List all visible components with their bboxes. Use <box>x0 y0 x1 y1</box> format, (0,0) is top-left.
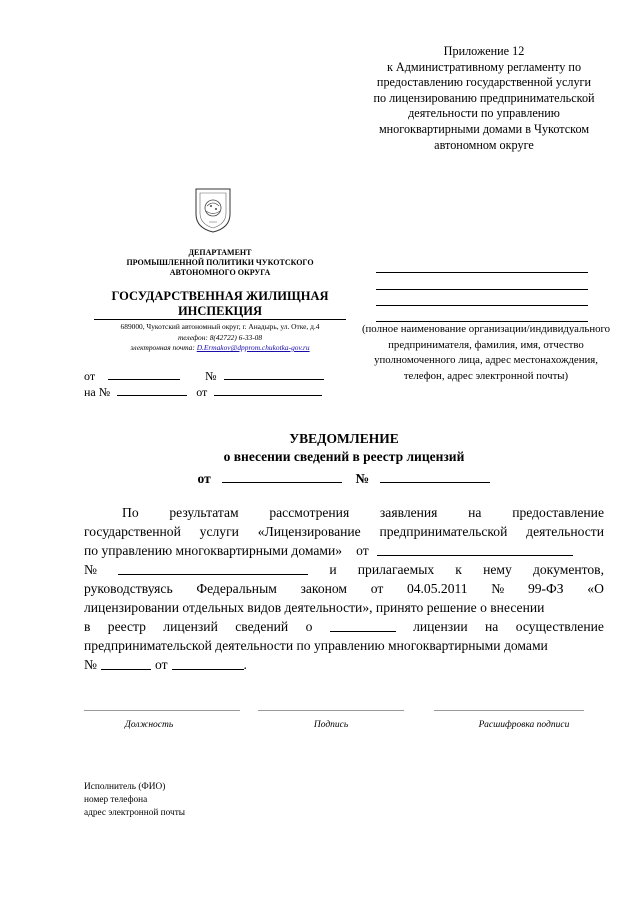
department-address: 689000, Чукотский автономный округ, г. Анадырь, ул. Отке, д.4 <box>120 322 320 331</box>
application-number-field[interactable] <box>118 560 308 575</box>
body-word: о <box>305 619 313 634</box>
application-date-field[interactable] <box>377 541 573 556</box>
department-name-line: ДЕПАРТАМЕНТ <box>188 248 252 257</box>
executor-line: адрес электронной почты <box>84 807 186 818</box>
notice-from-label: от <box>197 471 211 486</box>
body-word: результатам <box>169 505 239 520</box>
license-field[interactable] <box>330 617 396 632</box>
body-word: «Лицензирование <box>257 524 361 539</box>
notice-date-field[interactable] <box>222 469 342 483</box>
body-word: от <box>356 543 369 558</box>
body-text: лицензировании отдельных видов деятельности», принято решение о внесении <box>84 600 545 615</box>
ref-to-number-label: на № <box>84 385 111 399</box>
inspection-name <box>100 289 340 318</box>
inspection-name-line: ГОСУДАРСТВЕННАЯ ЖИЛИЩНАЯ <box>111 289 329 303</box>
department-name <box>100 248 340 278</box>
ref-to-date-field[interactable] <box>214 383 322 396</box>
body-word: государственной <box>84 524 181 539</box>
body-word: предпринимательской <box>379 524 508 539</box>
body-line <box>84 503 604 522</box>
appendix-line: многоквартирными домами в Чукотском <box>378 121 590 136</box>
body-word: законом <box>300 581 348 596</box>
department-phone-row <box>94 333 346 344</box>
body-word: и <box>329 562 337 577</box>
body-line <box>84 636 604 655</box>
recipient-note-line: (полное наименование организации/индивидуального <box>361 323 611 335</box>
appendix-line: деятельности по управлению <box>408 106 560 121</box>
body-word: № <box>84 657 97 672</box>
body-word: . <box>243 657 247 672</box>
body-word: сведений <box>235 619 289 634</box>
outgoing-reference-row <box>84 367 324 384</box>
body-word: прилагаемых <box>357 562 435 577</box>
body-word: № <box>491 581 505 596</box>
body-word: документов, <box>532 562 604 577</box>
header-divider <box>94 319 346 320</box>
department-email-link[interactable]: D.Ermakov@dpprom.chukotka-gov.ru <box>196 343 310 352</box>
body-word: рассмотрения <box>269 505 350 520</box>
body-word: от <box>370 581 384 596</box>
body-word: осуществление <box>515 619 604 634</box>
ref-to-from-label: от <box>196 385 208 399</box>
recipient-note-line: уполномоченного лица, адрес местонахождения, <box>374 354 598 366</box>
body-word: нему <box>483 562 512 577</box>
notice-reference-row <box>84 469 604 487</box>
recipient-line[interactable] <box>376 272 588 273</box>
coat-of-arms-icon <box>192 186 234 234</box>
body-line <box>84 655 604 674</box>
appendix-line: по лицензированию предпринимательской <box>373 90 595 105</box>
executor-block <box>84 781 185 819</box>
body-word: Федеральным <box>196 581 277 596</box>
body-word: услуги <box>199 524 239 539</box>
inspection-name-line: ИНСПЕКЦИЯ <box>177 303 263 318</box>
body-word: на <box>485 619 499 634</box>
body-word: По <box>122 505 139 520</box>
body-word: лицензии <box>413 619 468 634</box>
position-signature-line[interactable] <box>84 710 240 711</box>
notice-number-field[interactable] <box>380 469 490 483</box>
body-line <box>84 598 604 617</box>
ref-number-field[interactable] <box>224 367 324 380</box>
body-line <box>84 541 604 560</box>
recipient-note-line: предпринимателя, фамилия, имя, отчество <box>388 338 584 351</box>
body-text: предпринимательской деятельности по управлению многоквартирными домами <box>84 638 548 653</box>
ref-to-number-field[interactable] <box>117 383 187 396</box>
phone-label: телефон: <box>177 332 208 342</box>
department-phone: 8(42722) 6-33-08 <box>209 332 263 342</box>
department-name-line: АВТОНОМНОГО ОКРУГА <box>169 268 271 277</box>
appendix-line: Приложение 12 <box>443 44 525 58</box>
body-line <box>84 560 604 579</box>
executor-line: номер телефона <box>84 794 148 805</box>
license-number-field[interactable] <box>101 655 151 670</box>
body-word: предоставление <box>512 505 604 520</box>
appendix-header <box>360 44 608 153</box>
body-line <box>84 617 604 636</box>
body-word: на <box>468 505 482 520</box>
department-name-line: ПРОМЫШЛЕННОЙ ПОЛИТИКИ ЧУКОТСКОГО <box>126 258 314 267</box>
ref-number-label: № <box>205 369 217 383</box>
decoding-signature-line[interactable] <box>434 710 584 711</box>
body-text: по управлению многоквартирными домами» <box>84 543 343 558</box>
executor-line: Исполнитель (ФИО) <box>84 782 166 792</box>
body-word: лицензий <box>163 619 218 634</box>
body-line <box>84 522 604 541</box>
license-date-field[interactable] <box>172 655 244 670</box>
body-word: реестр <box>107 619 146 634</box>
signature-line[interactable] <box>258 710 404 711</box>
appendix-line: предоставлению государственной услуги <box>376 75 592 90</box>
recipient-note <box>360 322 612 384</box>
appendix-line: к Административному регламенту по <box>386 59 582 74</box>
department-contacts <box>94 322 346 354</box>
notice-number-label: № <box>355 471 370 486</box>
body-word: «О <box>587 581 604 596</box>
recipient-note-line: телефон, адрес электронной почты) <box>403 369 569 382</box>
notice-title: УВЕДОМЛЕНИЕ <box>289 431 399 446</box>
signature-label: Подпись <box>313 720 349 730</box>
decoding-label: Расшифровка подписи <box>478 720 570 730</box>
incoming-reference-row <box>84 383 322 400</box>
department-email-row <box>94 343 346 354</box>
body-word: в <box>84 619 91 634</box>
ref-date-field[interactable] <box>108 367 180 380</box>
position-label: Должность <box>124 720 174 730</box>
ref-from-label: от <box>84 369 96 383</box>
document-title <box>84 430 604 466</box>
body-word: заявления <box>379 505 438 520</box>
recipient-line[interactable] <box>376 289 588 290</box>
body-word: руководствуясь <box>84 581 173 596</box>
body-word: 04.05.2011 <box>406 581 468 596</box>
notice-subtitle: о внесении сведений в реестр лицензий <box>223 449 465 464</box>
recipient-line[interactable] <box>376 305 588 306</box>
email-label: электронная почта: <box>130 343 195 352</box>
body-word: 99-ФЗ <box>527 581 564 596</box>
body-word: № <box>84 562 97 577</box>
body-word: деятельности <box>526 524 604 539</box>
body-word: от <box>154 657 168 672</box>
body-word: к <box>455 562 462 577</box>
appendix-line: автономном округе <box>434 137 534 152</box>
body-line <box>84 579 604 598</box>
